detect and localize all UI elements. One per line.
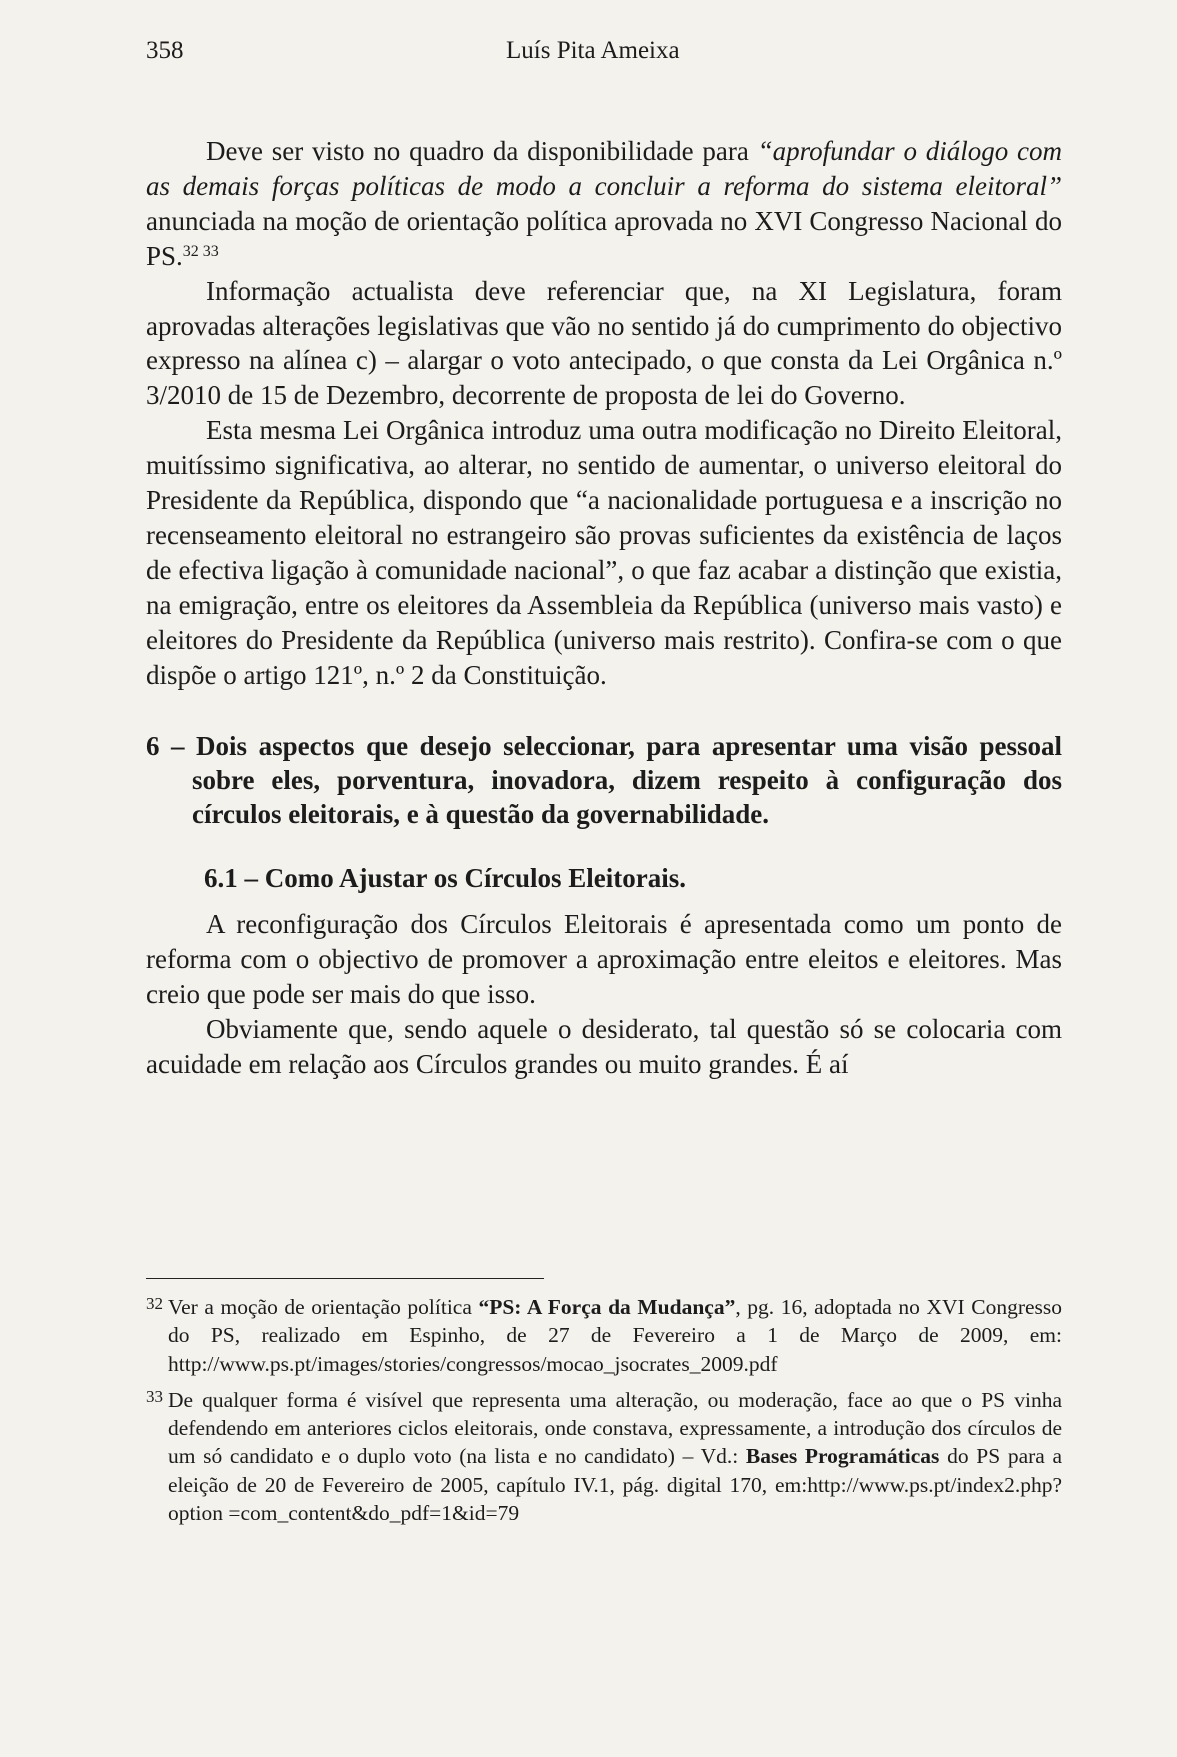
paragraph-1-text-a: Deve ser visto no quadro da disponibilidade para: [206, 136, 758, 166]
footnote-text-b: , pg. 16, adoptada no XVI Congresso do PS, realizado em Espinho, de 27 de Fevereiro a 1 de Março de 2009, em: http://www.ps.pt/images/stories/congressos/mocao_jsocrates_2009.pdf: [168, 1295, 1063, 1376]
footnotes: [146, 1293, 1062, 1535]
footnote-text-b: do PS para a eleição de 20 de Fevereiro de 2005, capítulo IV.1, pág. digital 170, em:http://www.ps.pt/index2.php?option =com_content&do_pdf=1&id=79: [168, 1444, 1063, 1526]
paragraph-2: Informação actualista deve referenciar que, na XI Legislatura, foram aprovadas alterações legislativas que vão no sentido já do cumprimento do objectivo expresso na alínea c) – alargar o voto antecipado, o que consta da Lei Orgânica n.º 3/2010 de 15 de Dezembro, decorrente de proposta de lei do Governo.: [146, 275, 1062, 411]
footnote-text-a: Ver a moção de orientação política: [168, 1295, 479, 1319]
footnote-33: [146, 1386, 1062, 1527]
footnote-bold-title: “PS: A Força da Mudança”: [478, 1295, 736, 1319]
section-heading: 6 – Dois aspectos que desejo seleccionar, para apresentar uma visão pessoal sobre eles, porventura, inovadora, dizem respeito à configuração dos círculos eleitorais, e à questão da governabilidade.: [146, 730, 1062, 829]
footnote-mark: 33: [146, 1386, 163, 1406]
paragraph-4: A reconfiguração dos Círculos Eleitorais é apresentada como um ponto de reforma com o objectivo de promover a aproximação entre eleitos e eleitores. Mas creio que pode ser mais do que isso.: [146, 909, 1062, 1010]
paragraph-1-quote: “aprofundar o diálogo com as demais forças políticas de modo a concluir a reforma do sistema eleitoral”: [146, 136, 1063, 201]
footnote-references: 32 33: [182, 242, 219, 260]
footnote-32: [146, 1293, 1062, 1378]
paragraph-1: [146, 134, 1062, 274]
paragraph-3: Esta mesma Lei Orgânica introduz uma outra modificação no Direito Eleitoral, muitíssimo significativa, ao alterar, no sentido de aumentar, o universo eleitoral do Presidente da República, dispondo que “a nacionalidade portuguesa e a inscrição no recenseamento eleitoral no estrangeiro são provas suficientes da existência de laços de efectiva ligação à comunidade nacional”, o que faz acabar a distinção que existia, na emigração, entre os eleitores da Assembleia da República (universo mais vasto) e eleitores do Presidente da República (universo mais restrito). Confira-se com o que dispõe o artigo 121º, n.º 2 da Constituição.: [146, 415, 1062, 690]
footnote-divider: [146, 1278, 544, 1279]
page-number: 358: [146, 37, 184, 64]
paragraph-1-text-b: anunciada na moção de orientação política aprovada no XVI Congresso Nacional do PS.: [146, 205, 1062, 271]
footnote-text-a: De qualquer forma é visível que representa uma alteração, ou moderação, face ao que o PS vinha defendendo em anteriores ciclos eleitorais, onde constava, expressamente, a introdução dos círculos de um só candidato e o duplo voto (na lista e no candidato) – Vd.:: [168, 1387, 1062, 1469]
paragraph-5: Obviamente que, sendo aquele o desiderato, tal questão só se colocaria com acuidade em relação aos Círculos grandes ou muito grandes. É aí: [146, 1014, 1062, 1080]
footnote-mark: 32: [146, 1294, 163, 1313]
subsection-heading: 6.1 – Como Ajustar os Círculos Eleitorais.: [204, 862, 686, 893]
running-header-author: Luís Pita Ameixa: [506, 37, 680, 64]
footnote-bold-title: Bases Programáticas: [745, 1444, 940, 1469]
body-text: [146, 134, 1062, 1082]
